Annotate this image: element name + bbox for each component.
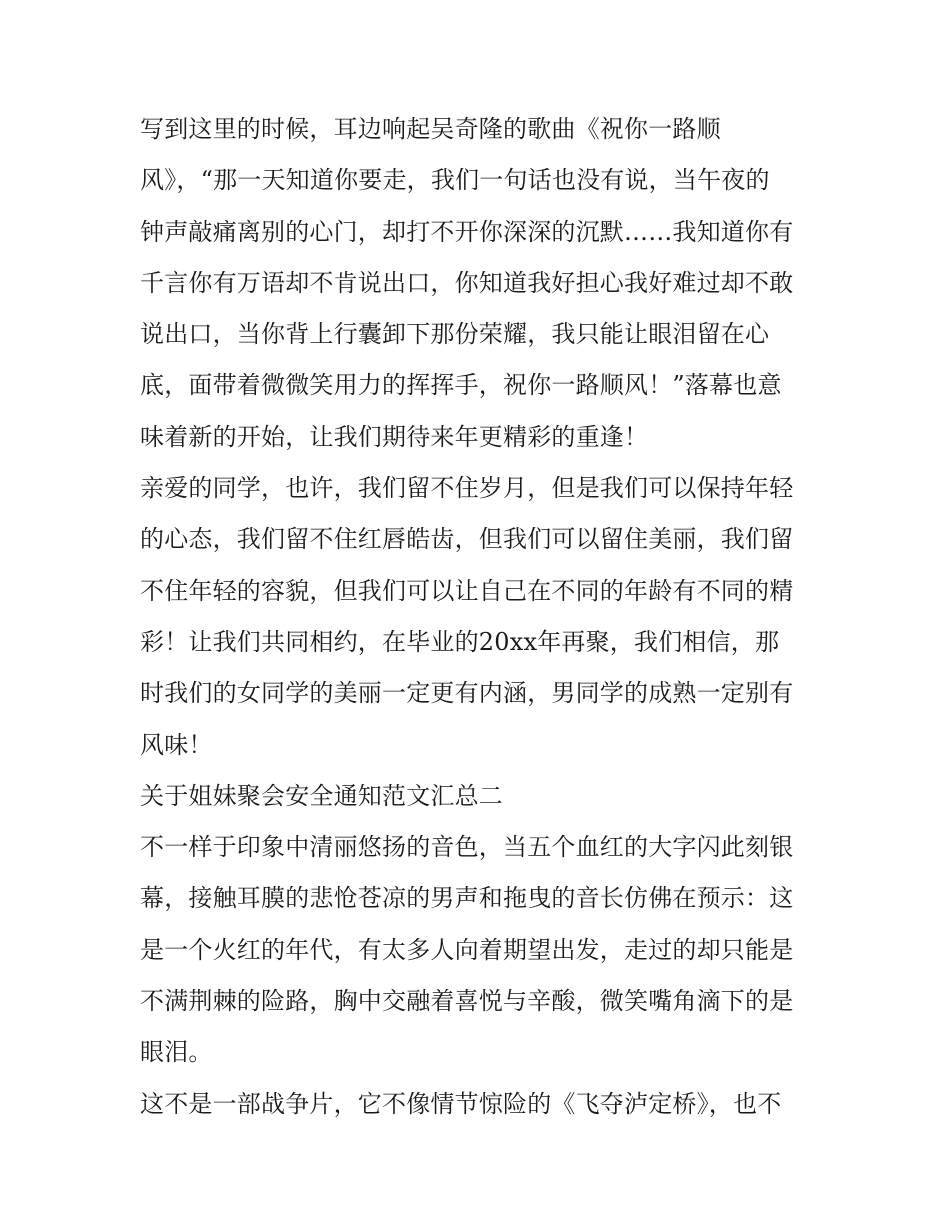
text-line: 彩！让我们共同相约，在毕业的20xx年再聚，我们相信，那 <box>140 627 780 656</box>
text-line: 底，面带着微微笑用力的挥挥手，祝你一路顺风！”落幕也意 <box>140 371 782 400</box>
text-line: 不一样于印象中清丽悠扬的音色，当五个血红的大字闪此刻银 <box>140 833 794 862</box>
text-line: 亲爱的同学，也许，我们留不住岁月，但是我们可以保持年轻 <box>140 474 794 503</box>
text-line: 这不是一部战争片，它不像情节惊险的《飞夺泸定桥》，也不 <box>140 1089 782 1118</box>
document-body <box>140 104 820 1130</box>
text-line: 的心态，我们留不住红唇皓齿，但我们可以留住美丽，我们留 <box>140 525 794 554</box>
text-line: 味着新的开始，让我们期待来年更精彩的重逢！ <box>140 422 649 451</box>
text-line: 钟声敲痛离别的心门，却打不开你深深的沉默……我知道你有 <box>140 217 794 246</box>
text-line: 说出口，当你背上行囊卸下那份荣耀，我只能让眼泪留在心 <box>140 320 770 349</box>
text-line: 眼泪。 <box>140 1038 213 1067</box>
text-line: 时我们的女同学的美丽一定更有内涵，男同学的成熟一定别有 <box>140 679 794 708</box>
text-line: 是一个火红的年代，有太多人向着期望出发，走过的却只能是 <box>140 935 794 964</box>
text-line: 风》，“那一天知道你要走，我们一句话也没有说，当午夜的 <box>140 166 770 195</box>
text-line: 不住年轻的容貌，但我们可以让自己在不同的年龄有不同的精 <box>140 576 794 605</box>
section-heading: 关于姐妹聚会安全通知范文汇总二 <box>140 781 503 810</box>
text-line: 千言你有万语却不肯说出口，你知道我好担心我好难过却不敢 <box>140 268 794 297</box>
text-line: 不满荆棘的险路，胸中交融着喜悦与辛酸，微笑嘴角滴下的是 <box>140 987 794 1016</box>
text-line: 风味！ <box>140 730 213 759</box>
text-line: 幕，接触耳膜的悲怆苍凉的男声和拖曳的音长仿佛在预示：这 <box>140 884 794 913</box>
text-line: 写到这里的时候，耳边响起吴奇隆的歌曲《祝你一路顺 <box>140 115 721 143</box>
